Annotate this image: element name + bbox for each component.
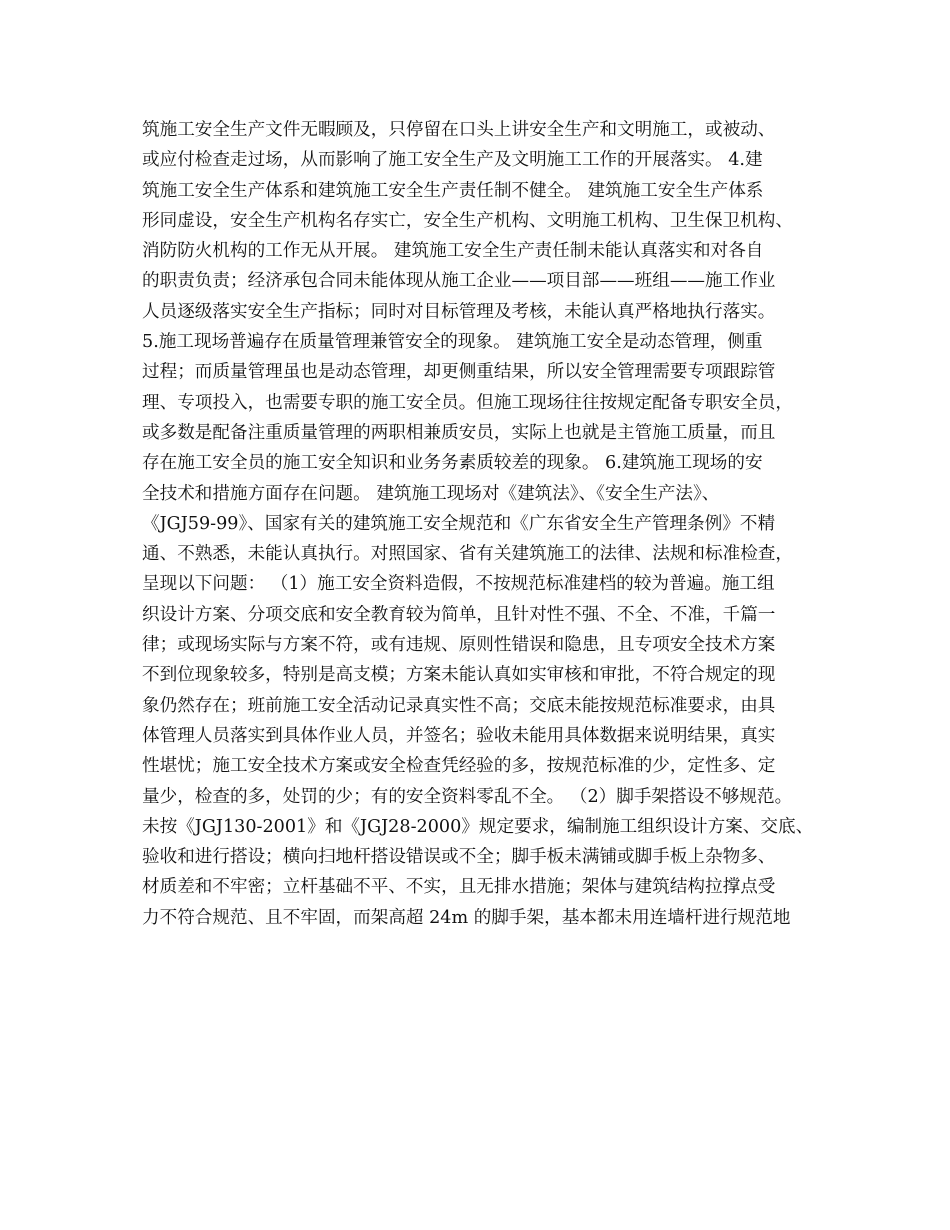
text-line: 象仍然存在；班前施工安全活动记录真实性不高；交底未能按规范标准要求，由具 — [142, 695, 776, 716]
text-line: 或多数是配备注重质量管理的两职相兼质安员，实际上也就是主管施工质量，而且 — [142, 422, 776, 443]
text-line: 呈现以下问题： （1）施工安全资料造假，不按规范标准建档的较为普遍。施工组 — [142, 574, 775, 595]
text-line: 存在施工安全员的施工安全知识和业务务素质较差的现象。 6.建筑施工现场的安 — [142, 453, 763, 474]
text-line: 《JGJ59-99》、国家有关的建筑施工安全规范和《广东省安全生产管理条例》不精 — [142, 513, 776, 534]
text-line: 量少，检查的多，处罚的少；有的安全资料零乱不全。 （2）脚手架搭设不够规范。 — [142, 786, 793, 807]
text-line: 律；或现场实际与方案不符，或有违规、原则性错误和隐患，且专项安全技术方案 — [142, 635, 776, 656]
text-line: 通、不熟悉，未能认真执行。对照国家、省有关建筑施工的法律、法规和标准检查， — [142, 544, 793, 565]
text-line: 的职责负责；经济承包合同未能体现从施工企业——项目部——班组——施工作业 — [142, 271, 776, 292]
text-line: 性堪忧；施工安全技术方案或安全检查凭经验的多，按规范标准的少，定性多、定 — [142, 756, 776, 777]
text-line: 人员逐级落实安全生产指标；同时对目标管理及考核，未能认真严格地执行落实。 — [142, 301, 776, 322]
text-line: 力不符合规范、且不牢固，而架高超 24m 的脚手架，基本都未用连墙杆进行规范地 — [142, 907, 791, 928]
text-line: 未按《JGJ130-2001》和《JGJ28-2000》规定要求，编制施工组织设计方案、交底、 — [142, 816, 814, 837]
text-line: 过程；而质量管理虽也是动态管理，却更侧重结果，所以安全管理需要专项跟踪管 — [142, 362, 776, 383]
text-line: 筑施工安全生产体系和建筑施工安全生产责任制不健全。 建筑施工安全生产体系 — [142, 180, 764, 201]
text-line: 消防防火机构的工作无从开展。 建筑施工安全生产责任制未能认真落实和对各自 — [142, 241, 764, 262]
text-line: 材质差和不牢密；立杆基础不平、不实，且无排水措施；架体与建筑结构拉撑点受 — [142, 877, 776, 898]
body-text — [142, 115, 832, 933]
text-line: 全技术和措施方面存在问题。 建筑施工现场对《建筑法》、《安全生产法》、 — [142, 483, 720, 504]
text-line: 织设计方案、分项交底和安全教育较为简单，且针对性不强、不全、不准，千篇一 — [142, 604, 776, 625]
text-line: 不到位现象较多，特别是高支模；方案未能认真如实审核和审批，不符合规定的现 — [142, 665, 776, 686]
text-line: 理、专项投入，也需要专职的施工安全员。但施工现场往往按规定配备专职安全员， — [142, 392, 793, 413]
text-line: 或应付检查走过场，从而影响了施工安全生产及文明施工工作的开展落实。 4.建 — [142, 150, 763, 171]
text-line: 验收和进行搭设；横向扫地杆搭设错误或不全；脚手板未满铺或脚手板上杂物多、 — [142, 847, 776, 868]
text-line: 5.施工现场普遍存在质量管理兼管安全的现象。 建筑施工安全是动态管理，侧重 — [142, 332, 763, 353]
text-line: 形同虚设，安全生产机构名存实亡，安全生产机构、文明施工机构、卫生保卫机构、 — [142, 210, 793, 231]
text-line: 体管理人员落实到具体作业人员，并签名；验收未能用具体数据来说明结果，真实 — [142, 725, 776, 746]
text-line: 筑施工安全生产文件无暇顾及，只停留在口头上讲安全生产和文明施工，或被动、 — [142, 120, 776, 140]
